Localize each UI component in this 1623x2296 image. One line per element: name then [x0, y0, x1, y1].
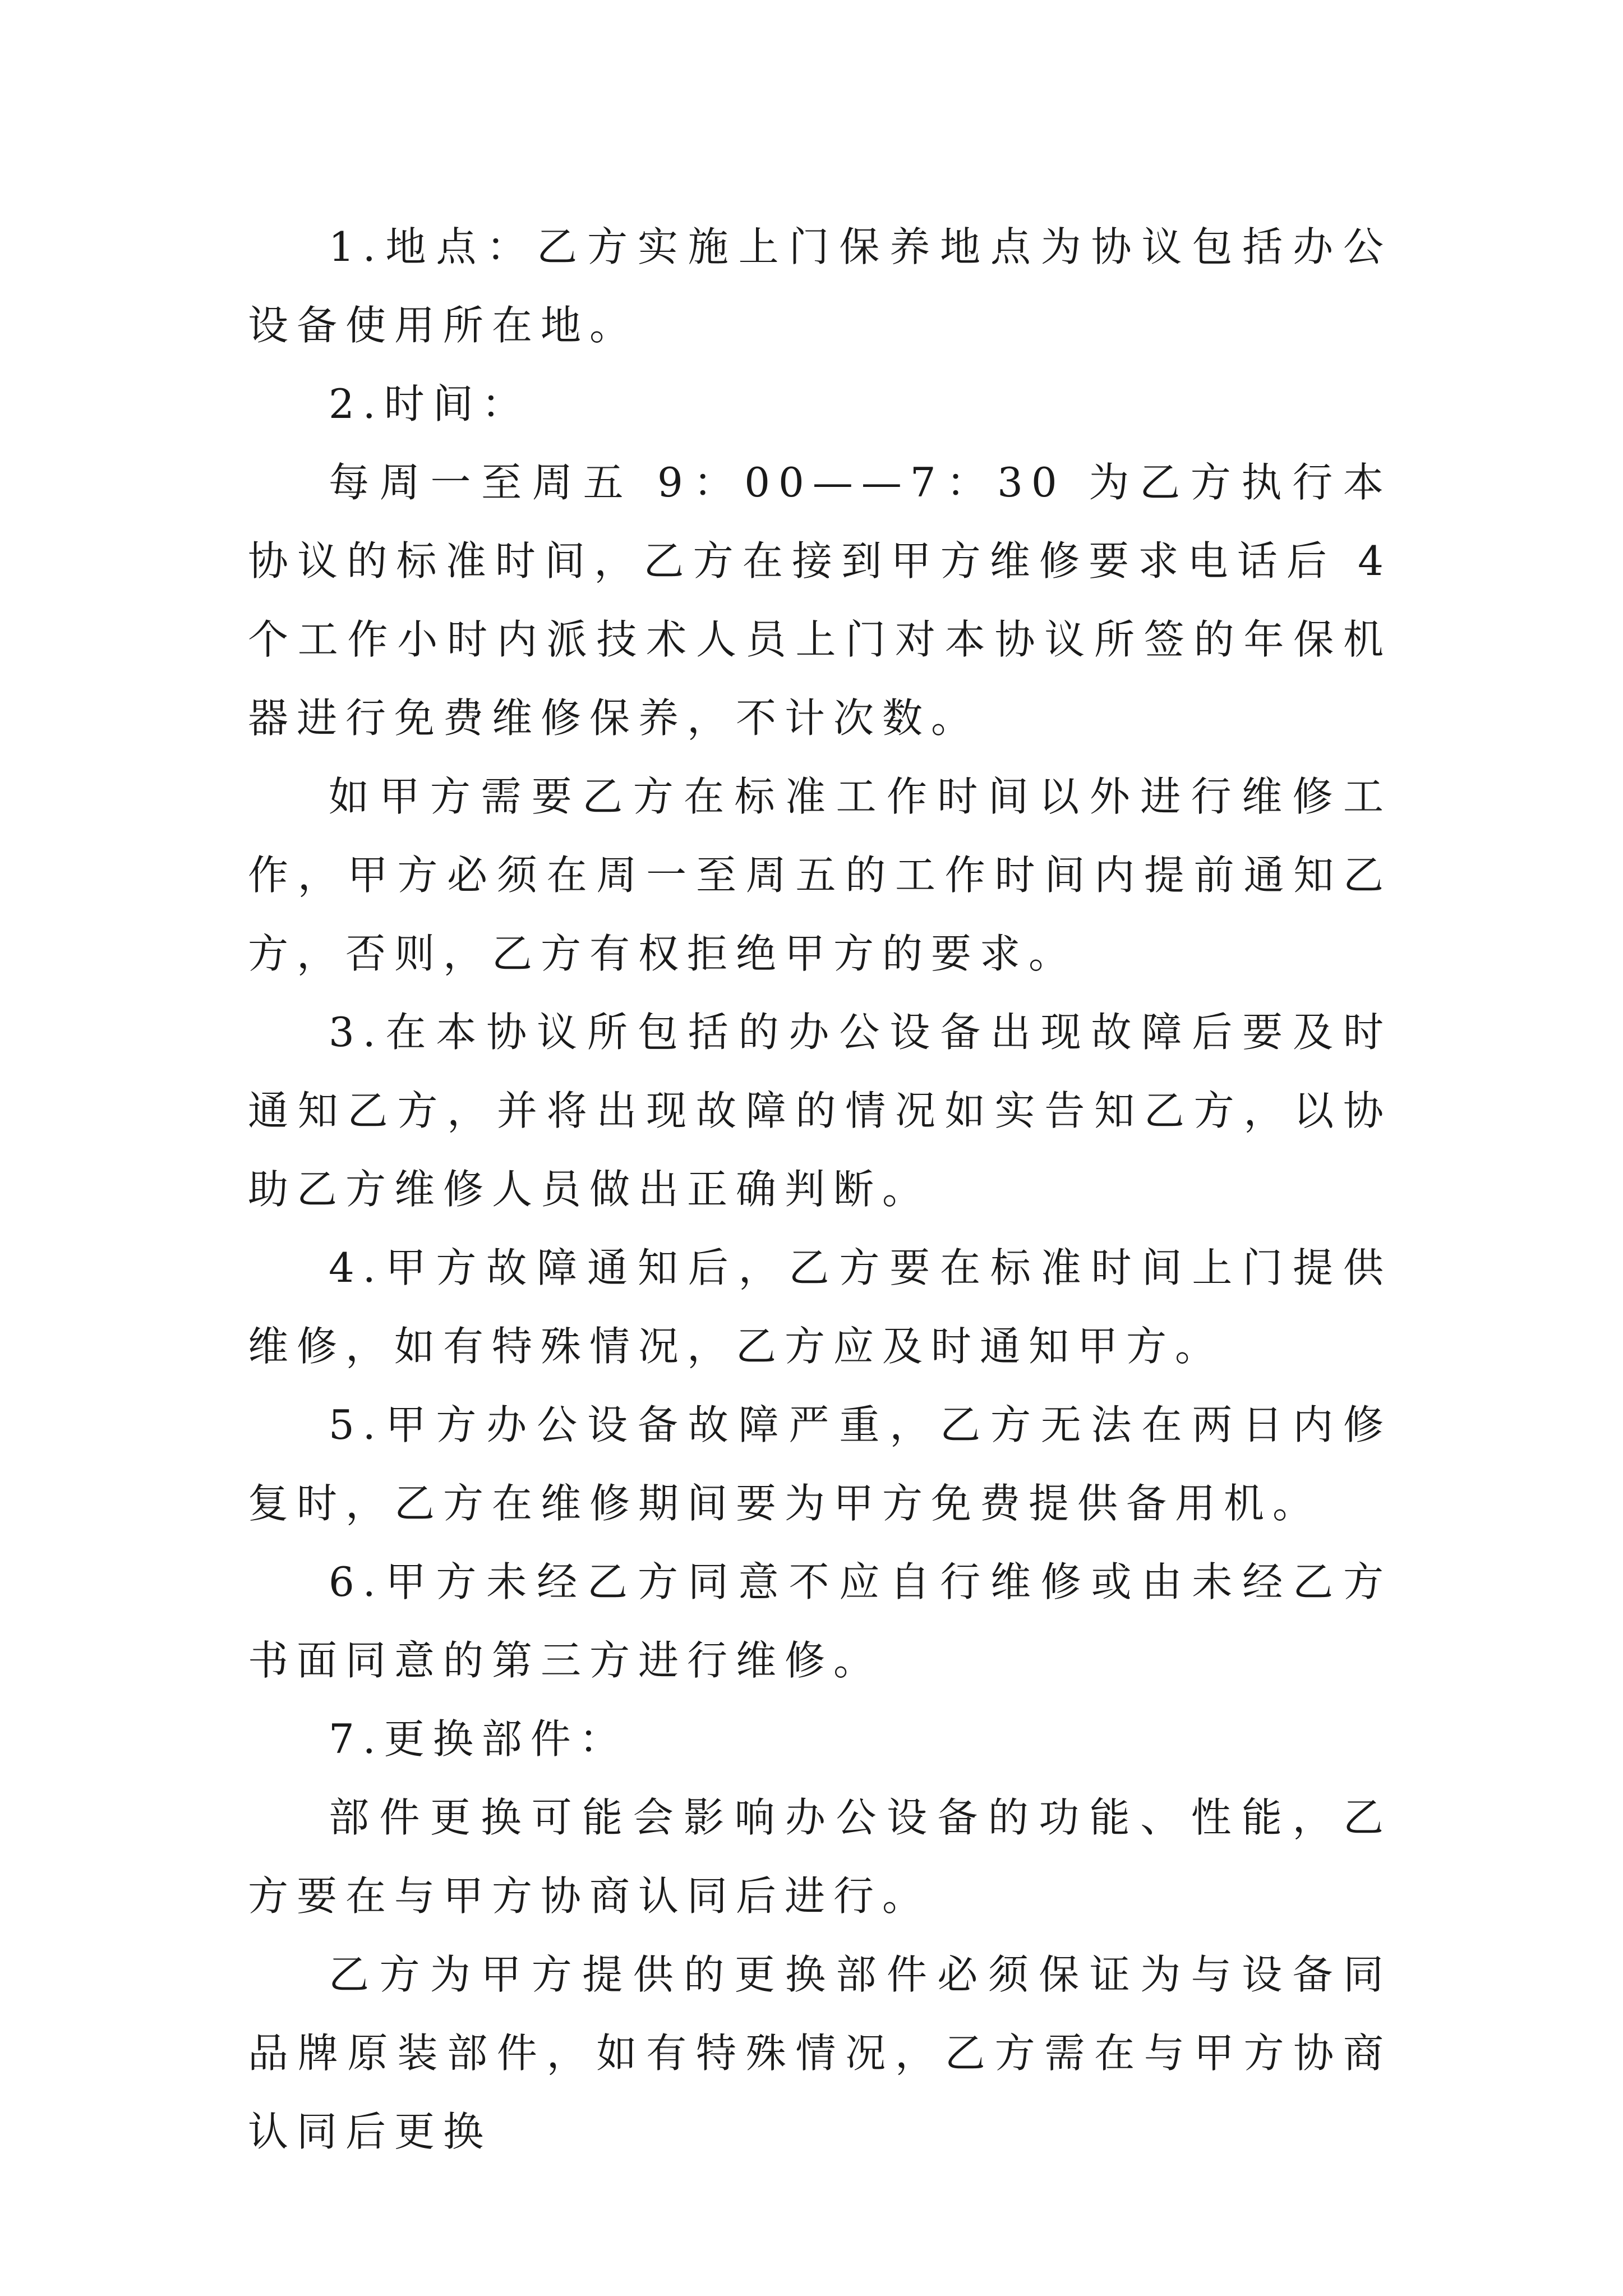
paragraph-location: 1.地点：乙方实施上门保养地点为协议包括办公设备使用所在地。 — [248, 223, 1392, 349]
paragraph-parts-consultation: 部件更换可能会影响办公设备的功能、性能，乙方要在与甲方协商认同后进行。 — [248, 1794, 1392, 1920]
paragraph-time-heading: 2.时间： — [329, 380, 531, 427]
paragraph-onsite-repair: 4.甲方故障通知后，乙方要在标准时间上门提供维修，如有特殊情况，乙方应及时通知甲方。 — [248, 1244, 1392, 1370]
paragraph-backup-machine: 5.甲方办公设备故障严重，乙方无法在两日内修复时，乙方在维修期间要为甲方免费提供备用机。 — [248, 1401, 1392, 1527]
paragraph-parts-heading: 7.更换部件： — [329, 1715, 628, 1763]
paragraph-overtime-notice: 如甲方需要乙方在标准工作时间以外进行维修工作，甲方必须在周一至周五的工作时间内提前通知乙方，否则，乙方有权拒绝甲方的要求。 — [248, 773, 1392, 977]
paragraph-fault-notification: 3.在本协议所包括的办公设备出现故障后要及时通知乙方，并将出现故障的情况如实告知乙方，以协助乙方维修人员做出正确判断。 — [248, 1009, 1392, 1213]
paragraph-third-party-repair: 6.甲方未经乙方同意不应自行维修或由未经乙方书面同意的第三方进行维修。 — [248, 1558, 1392, 1684]
paragraph-original-parts: 乙方为甲方提供的更换部件必须保证为与设备同品牌原装部件，如有特殊情况，乙方需在与甲方协商认同后更换 — [248, 1951, 1392, 2155]
paragraph-standard-hours: 每周一至周五 9：00——7：30 为乙方执行本协议的标准时间，乙方在接到甲方维修要求电话后 4 个工作小时内派技术人员上门对本协议所签的年保机器进行免费维修保养，不计次数。 — [248, 459, 1392, 742]
document-body — [248, 208, 1392, 2171]
